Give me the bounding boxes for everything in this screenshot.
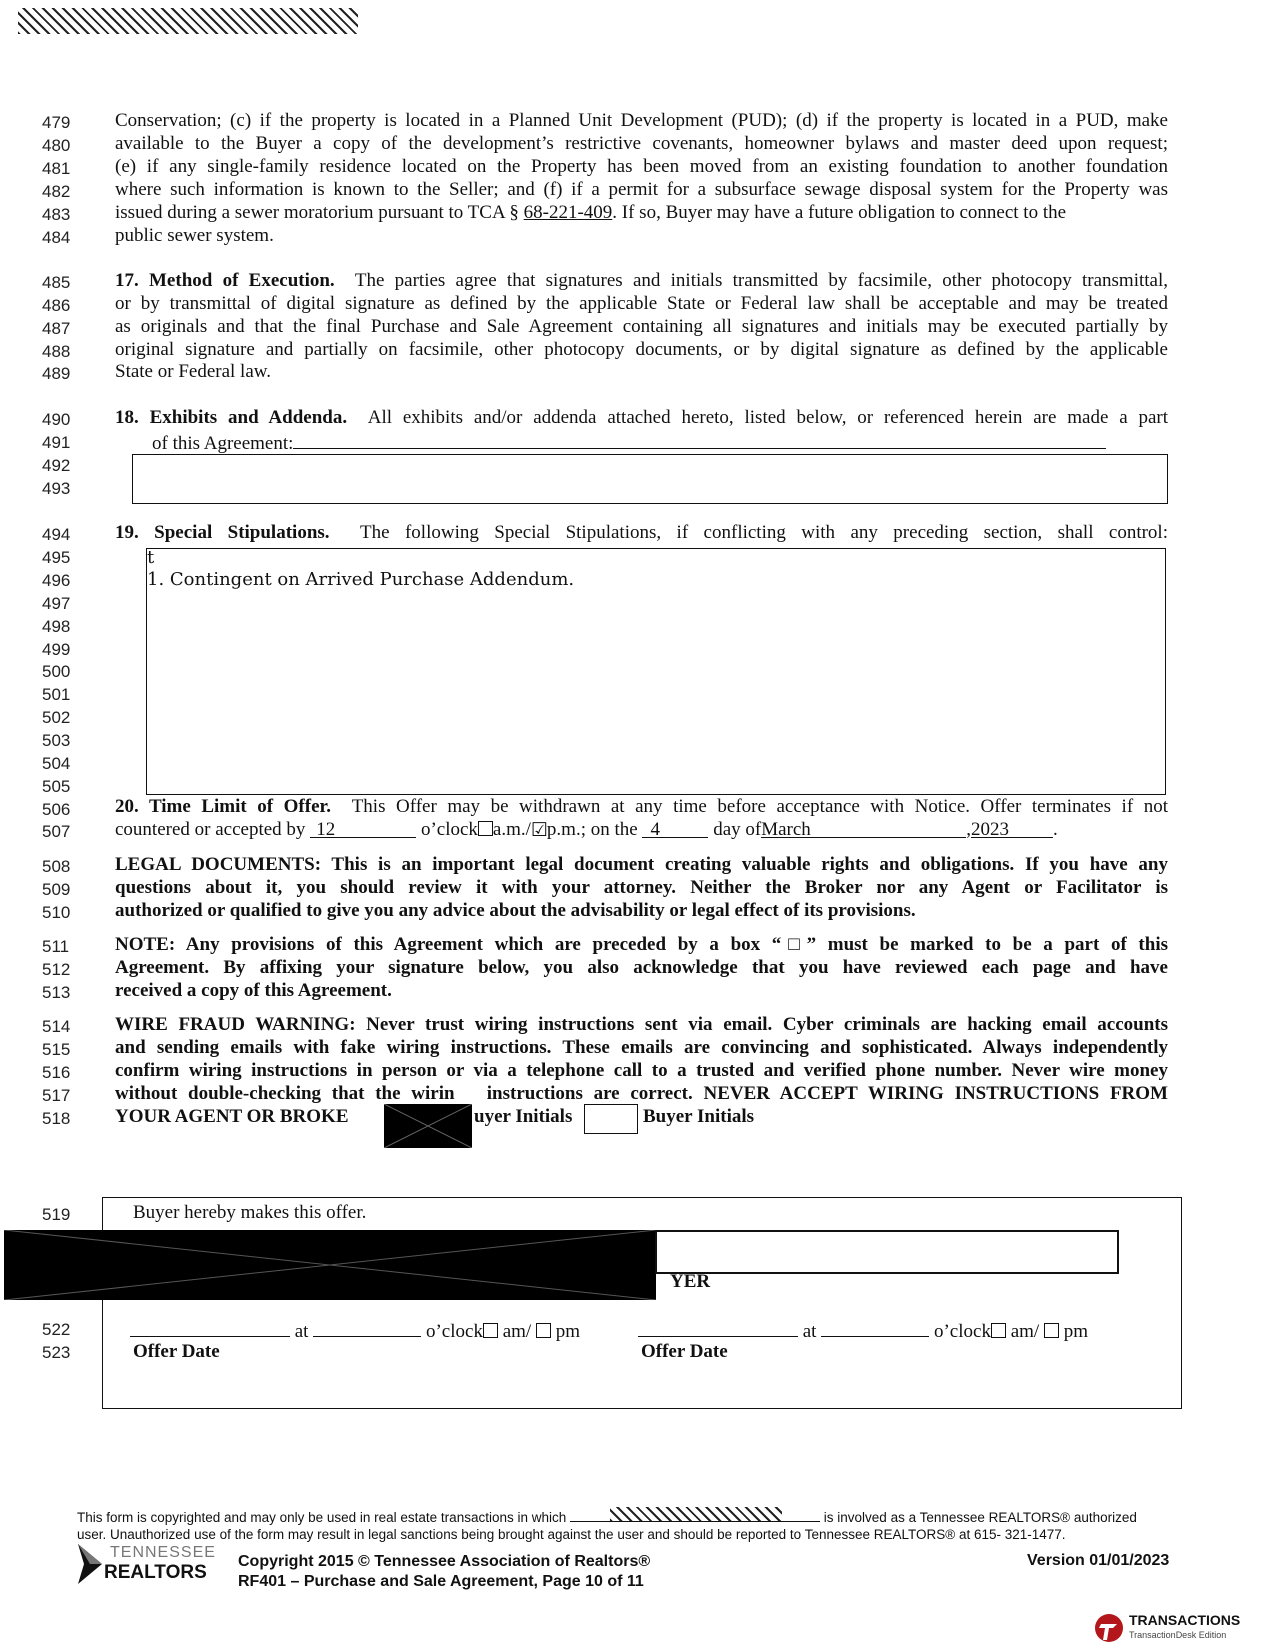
text-line: 17. Method of Execution. The parties agree that signatures and initials transmitted by facsimile, other photocopy transmittal, (115, 270, 1168, 291)
text-line: Agreement. By affixing your signature below, you also acknowledge that you have reviewed each page and have (115, 957, 1168, 978)
offer-date-line-left: at o’clock am/ pm (130, 1318, 610, 1343)
line-number: 503 (42, 731, 71, 750)
am-checkbox[interactable] (478, 821, 493, 836)
line-number: 507 (42, 822, 71, 841)
version: Version 01/01/2023 (1027, 1552, 1170, 1569)
line-number: 479 (42, 113, 71, 132)
statute-link[interactable]: 68-221-409 (523, 202, 613, 223)
exhibits-line (293, 430, 1106, 449)
am-checkbox[interactable] (483, 1323, 498, 1338)
offer-date-label: Offer Date (641, 1341, 728, 1362)
text-line: confirm wiring instructions in person or via a telephone call to a trusted and verified phone number. Never wire money (115, 1060, 1168, 1081)
pm-checkbox[interactable]: ☑ (530, 820, 548, 841)
text-line: without double-checking that the wirin instructions are correct. NEVER ACCEPT WIRING INSTRUCTIONS FROM (115, 1083, 1168, 1104)
line-number: 513 (42, 983, 71, 1002)
transactions-brand: TRANSACTIONS (1129, 1612, 1241, 1628)
line-number: 512 (42, 960, 71, 979)
line-number: 496 (42, 571, 71, 590)
line-number: 504 (42, 754, 71, 773)
text-line: LEGAL DOCUMENTS: This is an important legal document creating valuable rights and obligations. If you have any (115, 854, 1168, 875)
offer-signature-box (102, 1197, 1182, 1409)
line-number: 485 (42, 273, 71, 292)
text-line: (e) if any single-family residence located on the Property has been moved from an existing foundation to another foundation (115, 156, 1168, 177)
line-number: 497 (42, 594, 71, 613)
copyright-title (238, 1552, 650, 1592)
logo-text-top: TENNESSEE (110, 1544, 216, 1561)
text-line: YOUR AGENT OR BROKE (115, 1106, 349, 1127)
transactions-logo-icon (1093, 1612, 1127, 1642)
tennessee-realtors-logo (76, 1542, 216, 1588)
line-number: 480 (42, 136, 71, 155)
line-number: 506 (42, 800, 71, 819)
am-checkbox[interactable] (991, 1323, 1006, 1338)
line-number: 493 (42, 479, 71, 498)
text-line: questions about it, you should review it with your attorney. Neither the Broker nor any Agent or Facilitator is (115, 877, 1168, 898)
line-number: 487 (42, 319, 71, 338)
section-title: 20. Time Limit of Offer. (115, 796, 331, 817)
text-line: State or Federal law. (115, 361, 271, 382)
line-number: 489 (42, 364, 71, 383)
offer-time-field[interactable] (821, 1318, 929, 1337)
line-number: 500 (42, 662, 71, 681)
text-line: 20. Time Limit of Offer. This Offer may be withdrawn at any time before acceptance with Notice. Offer terminates if not (115, 796, 1168, 817)
pm-checkbox[interactable] (536, 1323, 551, 1338)
offer-statement: Buyer hereby makes this offer. (133, 1202, 367, 1223)
stipulation-line: t (147, 547, 155, 568)
copyright-notice (77, 1509, 1227, 1543)
text-line: available to the Buyer a copy of the development’s restrictive covenants, homeowner bylaws and master deed upon request; (115, 133, 1168, 154)
day-field[interactable]: 4 (642, 819, 708, 838)
text-line: 19. Special Stipulations. The following Special Stipulations, if conflicting with any preceding section, shall control: (115, 522, 1168, 543)
text-line: authorized or qualified to give you any advice about the advisability or legal effect of its provisions. (115, 900, 916, 921)
stipulation-line: 1. Contingent on Arrived Purchase Addendum. (147, 569, 575, 590)
buyer-signature-redaction (4, 1230, 656, 1300)
line-number: 502 (42, 708, 71, 727)
header-redaction (18, 8, 358, 34)
special-stipulations-input[interactable] (146, 548, 1166, 795)
text-line: public sewer system. (115, 225, 274, 246)
offer-date-field[interactable] (638, 1318, 798, 1337)
buyer-label: YER (670, 1271, 711, 1292)
pm-checkbox[interactable] (1044, 1323, 1059, 1338)
line-number: 488 (42, 342, 71, 361)
initials-redaction (384, 1104, 472, 1148)
line-number: 508 (42, 857, 71, 876)
text-line: where such information is known to the Seller; and (f) if a permit for a subsurface sewage disposal system for the Property was (115, 179, 1168, 200)
line-number: 501 (42, 685, 71, 704)
buyer-initials-field[interactable] (584, 1104, 638, 1134)
line-number: 498 (42, 617, 71, 636)
line-number: 516 (42, 1063, 71, 1082)
offer-date-field[interactable] (130, 1318, 290, 1337)
line-number: 511 (42, 937, 70, 956)
line-number: 490 (42, 410, 71, 429)
text-line: 18. Exhibits and Addenda. All exhibits and/or addenda attached hereto, listed below, or referenced herein are made a part (115, 407, 1169, 428)
form-title: RF401 – Purchase and Sale Agreement, Page 10 of 11 (238, 1573, 644, 1590)
year-field[interactable]: 2023 (971, 819, 1053, 838)
line-number: 509 (42, 880, 71, 899)
hour-field[interactable]: 12 (310, 819, 416, 838)
offer-time-line: countered or accepted by 12 o’clock a.m./☑p.m.; on the 4 day ofMarch ,2023 . (115, 819, 1058, 841)
line-number: 486 (42, 296, 71, 315)
line-number: 522 (42, 1320, 71, 1339)
line-number: 494 (42, 525, 71, 544)
transactions-logo (1093, 1610, 1243, 1644)
text-line: original signature and partially on facsimile, other photocopy documents, or by digital signature as defined by the applicable (115, 339, 1168, 360)
line-number: 492 (42, 456, 71, 475)
line-number: 523 (42, 1343, 71, 1362)
line-number: 484 (42, 228, 71, 247)
licensee-redaction (610, 1507, 782, 1521)
line-number: 495 (42, 548, 71, 567)
month-field[interactable]: March (761, 819, 966, 838)
line-number: 517 (42, 1086, 71, 1105)
text-line (115, 202, 1168, 224)
line-number: 481 (42, 159, 71, 178)
section-title: 19. Special Stipulations. (115, 522, 330, 543)
line-number: 518 (42, 1109, 71, 1128)
copyright-line: user. Unauthorized use of the form may result in legal sanctions being brought against the user and should be reported to Tennessee REALTORS® at 615- 321-1477. (77, 1527, 1066, 1542)
copyright-line: This form is copyrighted and may only be used in real estate transactions in which is involved as a Tennessee REALTORS® authorized (77, 1509, 1227, 1526)
line-number: 483 (42, 205, 71, 224)
offer-date-line-right: at o’clock am/ pm (638, 1318, 1118, 1343)
line-number: 519 (42, 1205, 71, 1224)
line-number: 499 (42, 640, 71, 659)
copyright-text: Copyright 2015 © Tennessee Association of Realtors® (238, 1553, 651, 1570)
realtors-logo-icon (76, 1542, 106, 1588)
exhibits-input[interactable] (132, 454, 1168, 504)
text-line: as originals and that the final Purchase and Sale Agreement containing all signatures and initials may be executed partially by (115, 316, 1168, 337)
buyer-initials-label: uyer Initials (474, 1106, 573, 1127)
licensee-field (570, 1509, 820, 1522)
line-number: 514 (42, 1017, 71, 1036)
line-number: 491 (42, 433, 71, 452)
logo-text-bottom: REALTORS (104, 1562, 207, 1583)
text-line: and sending emails with fake wiring instructions. These emails are convincing and sophisticated. Always independently (115, 1037, 1168, 1058)
offer-date-label: Offer Date (133, 1341, 220, 1362)
transactions-sub: TransactionDesk Edition (1129, 1630, 1227, 1640)
buyer-initials-label: Buyer Initials (643, 1106, 755, 1127)
text-line: NOTE: Any provisions of this Agreement which are preceded by a box “□” must be marked to be a part of this (115, 934, 1168, 955)
line-number: 505 (42, 777, 71, 796)
text-line: of this Agreement: (152, 430, 1168, 455)
line-number: 510 (42, 903, 71, 922)
text-line: received a copy of this Agreement. (115, 980, 392, 1001)
text-line: Conservation; (c) if the property is located in a Planned Unit Development (PUD); (d) if the property is located in a PUD, make (115, 110, 1168, 131)
text-fragment: issued during a sewer moratorium pursuant to TCA § 68-221-409. If so, Buyer may have a future obligation to connect to the (115, 202, 1067, 223)
section-title: 18. Exhibits and Addenda. (115, 407, 348, 428)
text-line: or by transmittal of digital signature as defined by the applicable State or Federal law shall be acceptable and may be treated (115, 293, 1168, 314)
text-line: WIRE FRAUD WARNING: Never trust wiring instructions sent via email. Cyber criminals are hacking email accounts (115, 1014, 1168, 1035)
second-buyer-signature-field[interactable] (655, 1230, 1119, 1274)
line-number: 515 (42, 1040, 71, 1059)
line-number: 482 (42, 182, 71, 201)
section-title: 17. Method of Execution. (115, 270, 335, 291)
offer-time-field[interactable] (313, 1318, 421, 1337)
